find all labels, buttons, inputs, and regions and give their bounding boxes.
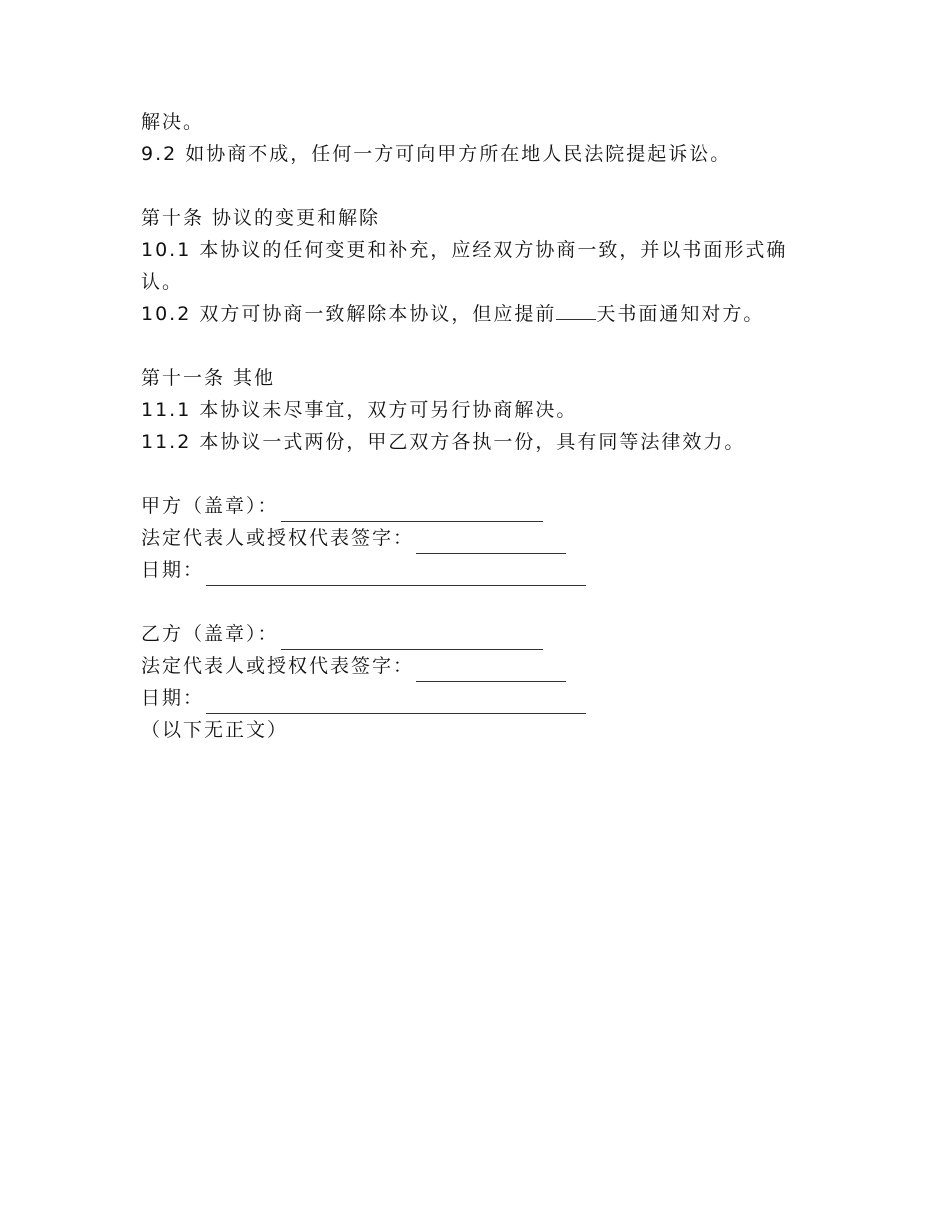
spacer [141,586,821,618]
party-a-seal-row [141,490,821,522]
party-b-signature-blank [416,659,566,682]
clause10-heading: 第十条 协议的变更和解除 [141,207,381,229]
clause10-item-10-1-line2: 认。 [141,271,184,293]
party-b-date-blank [206,691,586,714]
party-b-seal-row [141,618,821,650]
clause11-item-11-1: 11.1 本协议未尽事宜，双方可另行协商解决。 [141,399,578,421]
clause10-item-10-2-suffix: 天书面通知对方。 [596,303,765,325]
spacer [141,330,821,362]
clause9-item-9-2: 9.2 如协商不成，任何一方可向甲方所在地人民法院提起诉讼。 [141,143,732,165]
clause11-heading: 第十一条 其他 [141,367,276,389]
clause10-item-10-2-text: 10.2 双方可协商一致解除本协议，但应提前 [141,303,557,325]
party-a-date-blank [206,563,586,586]
party-b-seal-blank [281,627,543,650]
clause10-item-10-2 [141,298,821,330]
end-note: （以下无正文） [141,719,289,741]
clause10-item-10-1-line1: 10.1 本协议的任何变更和补充，应经双方协商一致，并以书面形式确 [141,239,788,261]
party-b-signature-label: 法定代表人或授权代表签字： [141,655,415,677]
party-b-signature-row [141,650,821,682]
document-body [141,106,821,746]
party-a-signature-blank [416,531,566,554]
party-a-date-row [141,554,821,586]
party-b-date-row [141,682,821,714]
party-a-seal-label: 甲方（盖章）： [141,495,279,517]
party-a-seal-blank [281,499,543,522]
clause9-continuation: 解决。 [141,111,205,133]
party-b-seal-label: 乙方（盖章）： [141,623,279,645]
spacer [141,458,821,490]
party-a-signature-label: 法定代表人或授权代表签字： [141,527,415,549]
notice-days-blank [556,299,596,320]
spacer [141,170,821,202]
party-b-date-label: 日期： [141,687,205,709]
party-a-signature-row [141,522,821,554]
party-a-date-label: 日期： [141,559,205,581]
clause11-item-11-2: 11.2 本协议一式两份，甲乙双方各执一份，具有同等法律效力。 [141,431,746,453]
